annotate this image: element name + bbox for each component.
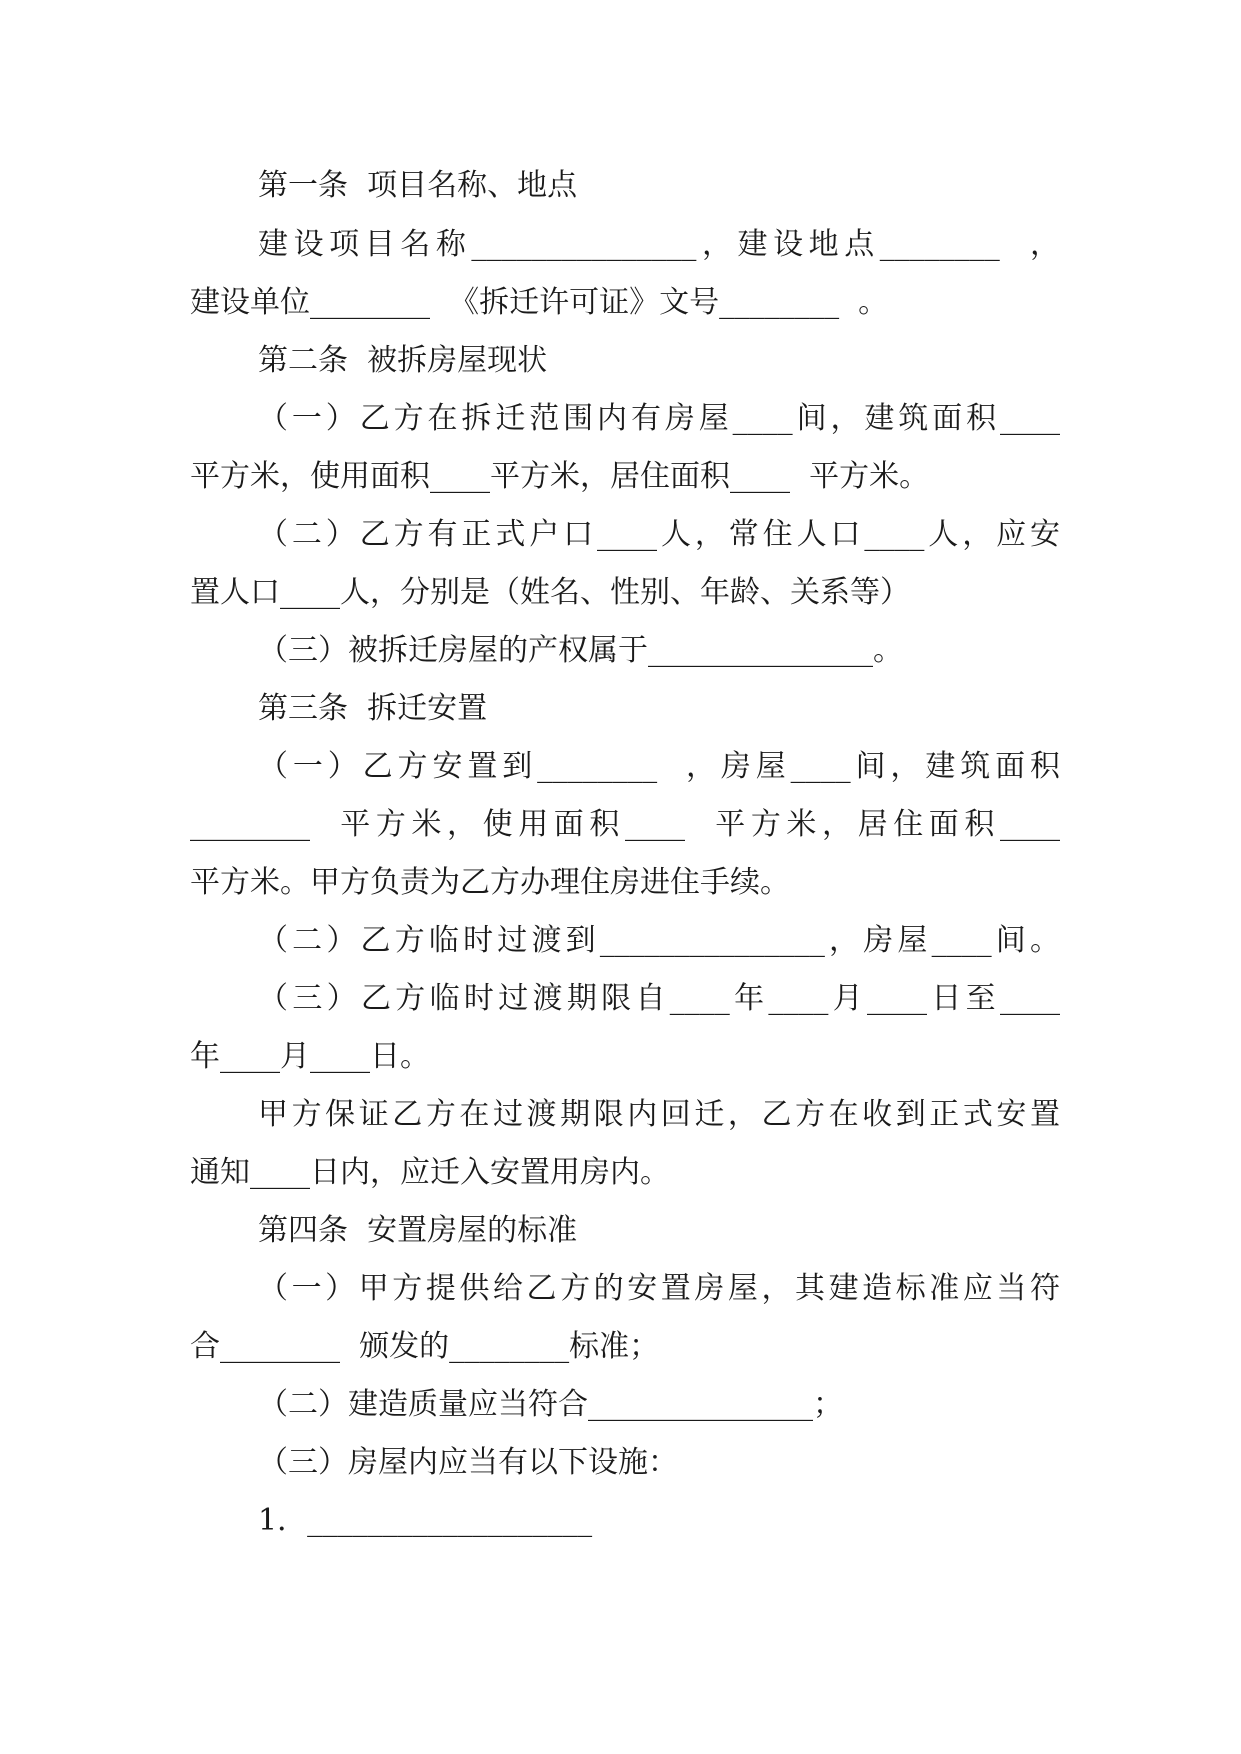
text-line: 甲方保证乙方在过渡期限内回迁，乙方在收到正式安置 — [258, 1097, 1060, 1132]
article-3-heading: 第三条 拆迁安置 — [258, 691, 488, 726]
text-line: （二）建造质量应当符合_______________； — [258, 1387, 843, 1422]
article-1-heading: 第一条 项目名称、地点 — [258, 168, 578, 203]
text-line: （三）乙方临时过渡期限自____年____月____日至____ — [258, 981, 1060, 1016]
text-line: （二）乙方有正式户口____人，常住人口____人，应安 — [258, 517, 1060, 552]
text-line: 年____月____日。 — [190, 1039, 430, 1074]
text-line: （三）房屋内应当有以下设施： — [258, 1445, 678, 1480]
text-line: （三）被拆迁房屋的产权属于_______________。 — [258, 633, 903, 668]
article-2-heading: 第二条 被拆房屋现状 — [258, 343, 548, 378]
text-line: ________ 平方米，使用面积____ 平方米，居住面积____ — [190, 807, 1060, 842]
text-line: （二）乙方临时过渡到_______________，房屋____间。 — [258, 923, 1060, 958]
text-line: 通知____日内，应迁入安置用房内。 — [190, 1155, 670, 1190]
article-4-heading: 第四条 安置房屋的标准 — [258, 1213, 578, 1248]
text-line: 建设项目名称_______________，建设地点________ ， — [258, 227, 1060, 262]
text-line: （一）乙方安置到________ ，房屋____间，建筑面积 — [258, 749, 1060, 784]
text-line: 合________ 颁发的________标准； — [190, 1329, 660, 1364]
text-line: 平方米，使用面积____平方米，居住面积____ 平方米。 — [190, 459, 930, 494]
text-line: （一）乙方在拆迁范围内有房屋____间，建筑面积____ — [258, 401, 1060, 436]
text-line: （一）甲方提供给乙方的安置房屋，其建造标准应当符 — [258, 1271, 1060, 1306]
text-line: 置人口____人，分别是（姓名、性别、年龄、关系等） — [190, 575, 910, 610]
text-line: 建设单位________ 《拆迁许可证》文号________ 。 — [190, 285, 889, 320]
text-line: 平方米。甲方负责为乙方办理住房进住手续。 — [190, 865, 790, 900]
list-item: 1．___________________ — [258, 1503, 593, 1538]
